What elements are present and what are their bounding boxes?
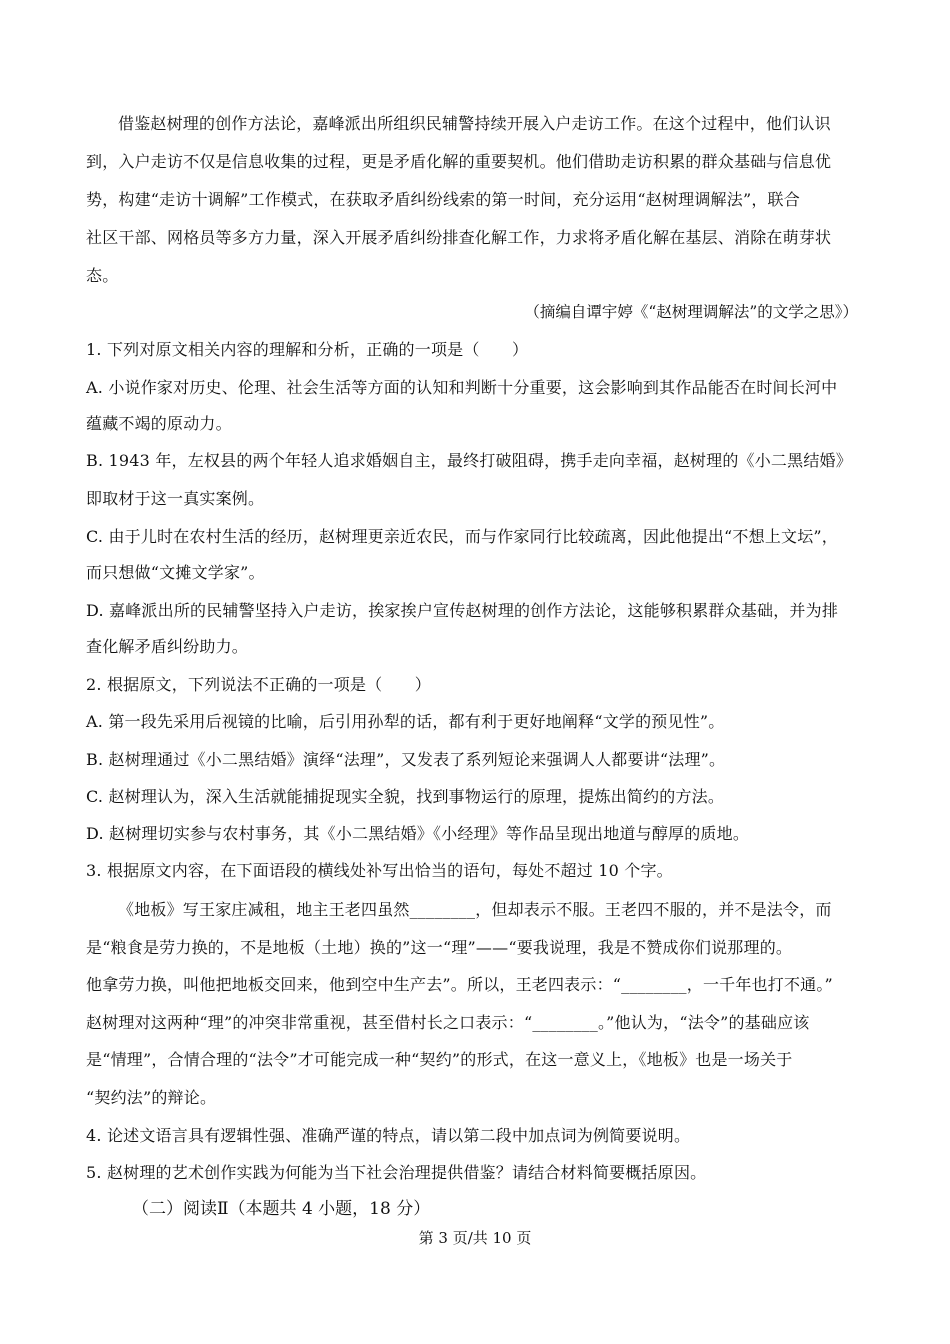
source-citation: （摘编自谭宇婷《“赵树理调解法”的文学之思》） bbox=[524, 303, 858, 321]
q3-paragraph-line: 他拿劳力换，叫他把地板交回来，他到空中生产去”。所以，王老四表示：“________，一千年也打不通。” bbox=[86, 975, 833, 994]
passage-line: 态。 bbox=[86, 266, 119, 285]
section-heading: （二）阅读Ⅱ（本题共 4 小题，18 分） bbox=[132, 1199, 431, 1219]
q1-option-a: A. 小说作家对历史、伦理、社会生活等方面的认知和判断十分重要，这会影响到其作品能否在时间长河中 bbox=[86, 378, 838, 397]
q1-option-a-cont: 蕴藏不竭的原动力。 bbox=[86, 414, 232, 433]
passage-line: 借鉴赵树理的创作方法论，嘉峰派出所组织民辅警持续开展入户走访工作。在这个过程中，他们认识 bbox=[118, 114, 831, 133]
q2-option-d: D. 赵树理切实参与农村事务，其《小二黑结婚》《小经理》等作品呈现出地道与醇厚的质地。 bbox=[86, 824, 750, 843]
q3-paragraph-line: 《地板》写王家庄减租，地主王老四虽然________，但却表示不服。王老四不服的，并不是法令，而 bbox=[118, 900, 832, 919]
passage-line: 社区干部、网格员等多方力量，深入开展矛盾纠纷排查化解工作，力求将矛盾化解在基层、消除在萌芽状 bbox=[86, 228, 832, 247]
question-3-stem: 3. 根据原文内容，在下面语段的横线处补写出恰当的语句，每处不超过 10 个字。 bbox=[86, 861, 673, 880]
passage-line: 势，构建“走访十调解”工作模式，在获取矛盾纠纷线索的第一时间，充分运用“赵树理调解法”，联合 bbox=[86, 190, 800, 209]
q3-paragraph-line: “契约法”的辩论。 bbox=[86, 1088, 217, 1107]
q1-option-c: C. 由于儿时在农村生活的经历，赵树理更亲近农民，而与作家同行比较疏离，因此他提出“不想上文坛”， bbox=[86, 527, 839, 546]
q2-option-b: B. 赵树理通过《小二黑结婚》演绎“法理”，又发表了系列短论来强调人人都要讲“法理”。 bbox=[86, 750, 726, 769]
q3-paragraph-line: 是“情理”，合情合理的“法令”才可能完成一种“契约”的形式，在这一意义上，《地板》也是一场关于 bbox=[86, 1050, 793, 1069]
q2-option-a: A. 第一段先采用后视镜的比喻，后引用孙犁的话，都有利于更好地阐释“文学的预见性”。 bbox=[86, 712, 725, 731]
page-number: 第 3 页/共 10 页 bbox=[418, 1229, 532, 1247]
q1-option-b-cont: 即取材于这一真实案例。 bbox=[86, 489, 265, 508]
q1-option-c-cont: 而只想做“文摊文学家”。 bbox=[86, 563, 265, 582]
q1-option-b: B. 1943 年，左权县的两个年轻人追求婚姻自主，最终打破阻碍，携手走向幸福，赵树理的《小二黑结婚》 bbox=[86, 451, 852, 470]
question-2-stem: 2. 根据原文，下列说法不正确的一项是（ ） bbox=[86, 675, 431, 694]
question-5-stem: 5. 赵树理的艺术创作实践为何能为当下社会治理提供借鉴？请结合材料简要概括原因。 bbox=[86, 1163, 707, 1182]
q1-option-d-cont: 查化解矛盾纠纷助力。 bbox=[86, 637, 249, 656]
q3-paragraph-line: 是“粮食是劳力换的，不是地板（土地）换的”这一“理”——“要我说理，我是不赞成你们说那理的。 bbox=[86, 938, 793, 957]
q1-option-d: D. 嘉峰派出所的民辅警坚持入户走访，挨家挨户宣传赵树理的创作方法论，这能够积累群众基础，并为排 bbox=[86, 601, 839, 620]
question-1-stem: 1. 下列对原文相关内容的理解和分析，正确的一项是（ ） bbox=[86, 340, 529, 359]
q2-option-c: C. 赵树理认为，深入生活就能捕捉现实全貌，找到事物运行的原理，提炼出简约的方法。 bbox=[86, 787, 725, 806]
question-4-stem: 4. 论述文语言具有逻辑性强、准确严谨的特点，请以第二段中加点词为例简要说明。 bbox=[86, 1126, 691, 1145]
passage-line: 到，入户走访不仅是信息收集的过程，更是矛盾化解的重要契机。他们借助走访积累的群众基础与信息优 bbox=[86, 152, 832, 171]
q3-paragraph-line: 赵树理对这两种“理”的冲突非常重视，甚至借村长之口表示：“________。”他认为，“法令”的基础应该 bbox=[86, 1013, 810, 1032]
